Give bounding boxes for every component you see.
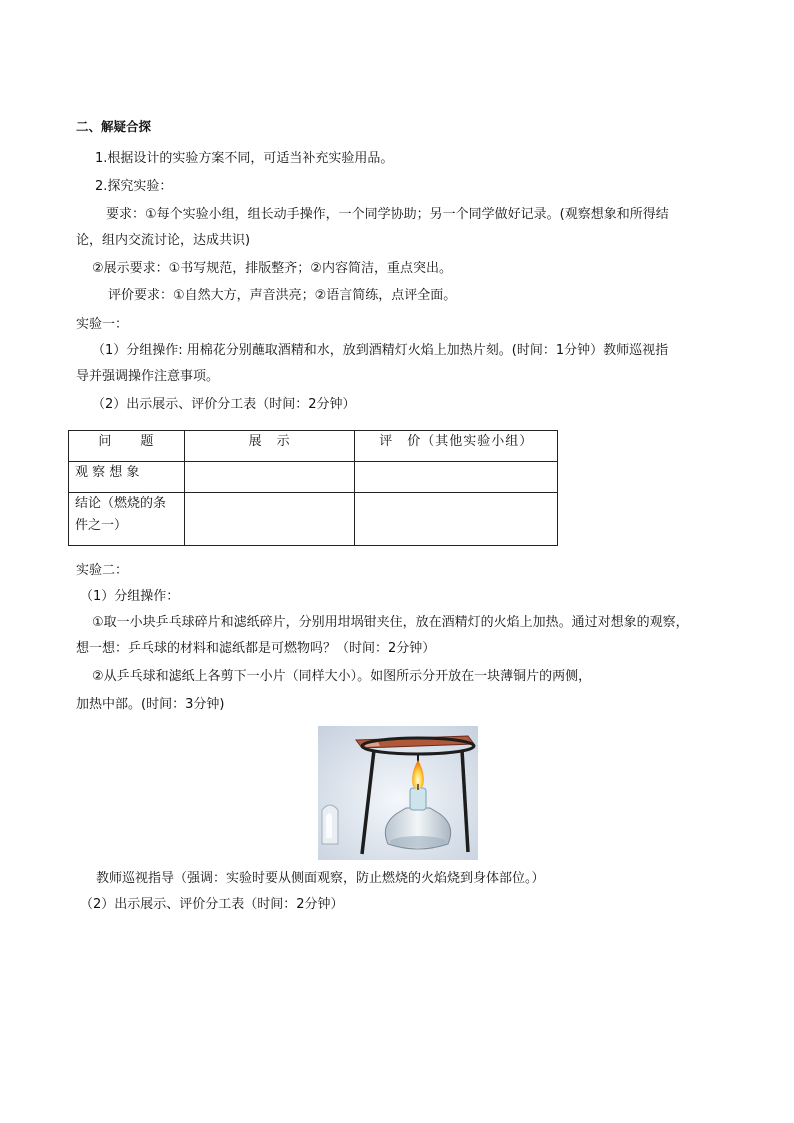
evaluation-requirement: 评价要求：①自然大方，声音洪亮；②语言简练，点评全面。 [108, 288, 457, 303]
experiment-2-item-1-line-1: ①取一小块乒乓球碎片和滤纸碎片，分别用坩埚钳夹住，放在酒精灯的火焰上加热。通过对想象的观察， [92, 615, 689, 630]
experiment-2-title: 实验二： [76, 563, 129, 578]
experiment-2-item-2-line-2: 加热中部。(时间：3分钟) [76, 697, 225, 712]
table-row [69, 493, 558, 546]
lamp-base [390, 836, 446, 848]
requirement-line-1: 要求：①每个实验小组，组长动手操作，一个同学协助；另一个同学做好记录。(观察想象和所得结 [106, 207, 669, 222]
experiment-1-step-1-line-2: 导并强调操作注意事项。 [76, 369, 220, 384]
table-cell: 结论（燃烧的条件之一） [69, 493, 185, 546]
display-requirement: ②展示要求：①书写规范，排版整齐；②内容简洁，重点突出。 [92, 261, 452, 276]
paragraph-2: 2.探究实验： [95, 179, 173, 194]
table-cell [184, 493, 355, 546]
requirement-line-2: 论，组内交流讨论，达成共识) [76, 233, 251, 248]
table-header-cell: 评 价（其他实验小组） [355, 431, 558, 462]
experiment-2-item-1-line-2: 想一想：乒乓球的材料和滤纸都是可燃物吗？（时间：2分钟） [76, 641, 436, 656]
table-header-cell: 问 题 [69, 431, 185, 462]
evaluation-table [68, 430, 558, 546]
paragraph-1: 1.根据设计的实验方案不同，可适当补充实验用品。 [95, 151, 394, 166]
experiment-2-item-2-line-1: ②从乒乓球和滤纸上各剪下一小片（同样大小）。如图所示分开放在一块薄铜片的两侧， [92, 669, 592, 684]
alcohol-lamp-illustration [318, 726, 478, 860]
table-header-row [69, 431, 558, 462]
table-header-cell: 展 示 [184, 431, 355, 462]
wick-holder [410, 788, 426, 810]
section-title: 二、解疑合探 [76, 119, 152, 134]
table-cell [355, 493, 558, 546]
teacher-note: 教师巡视指导（强调：实验时要从侧面观察，防止燃烧的火焰烧到身体部位。） [96, 871, 545, 886]
experiment-1-step-1-line-1: （1）分组操作: 用棉花分别蘸取酒精和水，放到酒精灯火焰上加热片刻。(时间：1分钟）教师巡视指 [92, 343, 669, 358]
table-cell [355, 462, 558, 493]
apparatus-photo [318, 726, 478, 860]
experiment-2-step-2: （2）出示展示、评价分工表（时间：2分钟） [80, 897, 344, 912]
cap-highlight [326, 813, 332, 838]
table-row [69, 462, 558, 493]
table-cell: 观 察 想 象 [69, 462, 185, 493]
table-cell [184, 462, 355, 493]
experiment-2-step-1: （1）分组操作： [80, 589, 180, 604]
experiment-1-title: 实验一： [76, 317, 129, 332]
experiment-1-step-2: （2）出示展示、评价分工表（时间：2分钟） [92, 397, 356, 412]
